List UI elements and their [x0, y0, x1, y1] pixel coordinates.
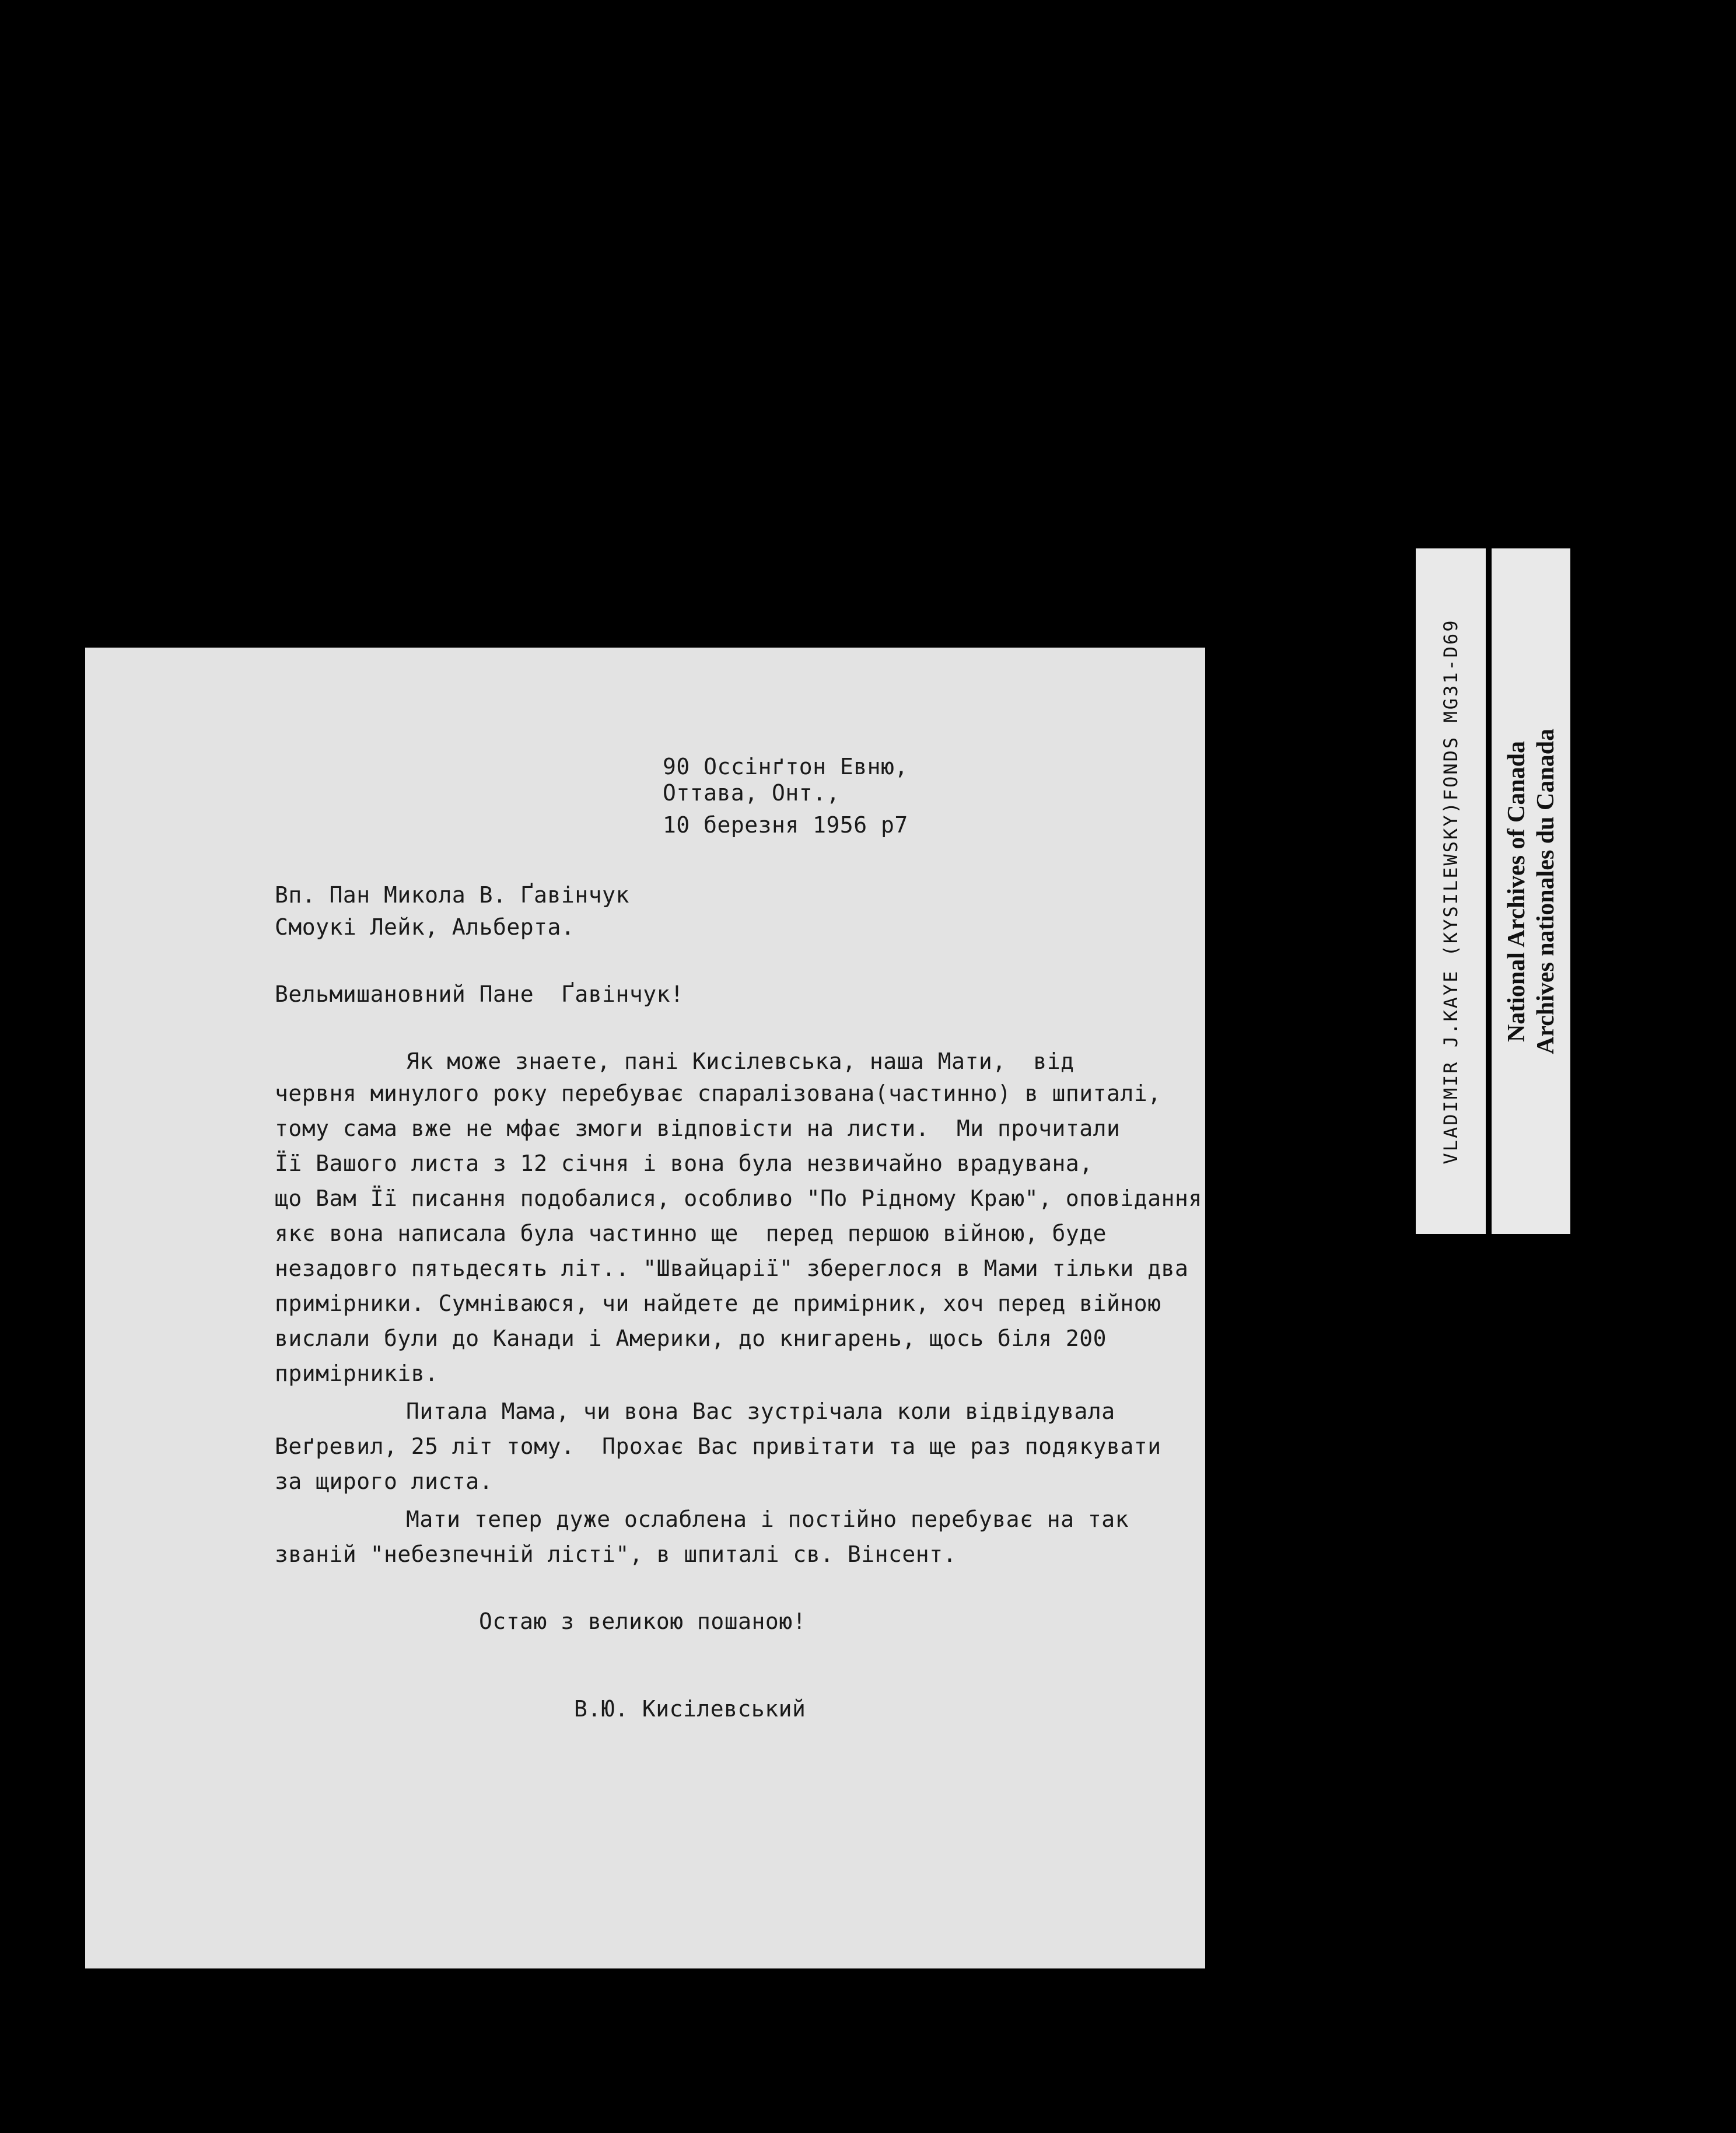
address-line: 90 Оссінґтон Евню, — [663, 754, 908, 779]
body-line: Веґревил, 25 літ тому. Прохає Вас привітати та ще раз подякувати — [275, 1433, 1161, 1459]
body-line: Її Вашого листа з 12 січня і вона була незвичайно врадувана, — [275, 1151, 1093, 1176]
body-line: за щирого листа. — [275, 1468, 494, 1494]
body-line: якє вона написала була частинно ще перед першою війною, буде — [275, 1221, 1107, 1246]
letter-page — [85, 648, 1205, 1968]
letter-date: 10 березня 1956 р7 — [663, 812, 908, 838]
archives-name-fr: Archives nationales du Canada — [1532, 728, 1559, 1054]
body-line: червня минулого року перебуває спаралізована(частинно) в шпиталі, — [275, 1081, 1161, 1106]
body-line: примірників. — [275, 1361, 439, 1386]
archives-label — [1492, 548, 1570, 1234]
closing: Остаю з великою пошаною! — [479, 1609, 807, 1634]
body-line: Питала Мама, чи вона Вас зустрічала коли відвідувала — [406, 1398, 1115, 1424]
recipient-location: Смоукі Лейк, Альберта. — [275, 914, 575, 940]
address-line: Оттава, Онт., — [663, 780, 840, 806]
recipient-name: Вп. Пан Микола В. Ґавінчук — [275, 882, 629, 908]
body-line: вислали були до Канади і Америки, до книгарень, щось біля 200 — [275, 1326, 1107, 1351]
body-line: званій "небезпечній лісті", в шпиталі св. Вінсент. — [275, 1541, 957, 1567]
body-line: Мати тепер дуже ослаблена і постійно перебуває на так — [406, 1506, 1129, 1532]
body-line: примірники. Сумніваюся, чи найдете де примірник, хоч перед війною — [275, 1291, 1161, 1316]
signature: В.Ю. Кисілевський — [574, 1696, 806, 1722]
fonds-label-text: VLADIMIR J.KAYE (KYSILEWSKY)FONDS MG31-D69 — [1440, 618, 1462, 1165]
fonds-label — [1416, 548, 1486, 1234]
archives-label-text — [1502, 728, 1560, 1054]
body-line: тому сама вже не мфає змоги відповісти на листи. Ми прочитали — [275, 1116, 1121, 1141]
salutation: Вельмишановний Пане Ґавінчук! — [275, 981, 684, 1007]
body-line: що Вам Її писання подобалися, особливо "По Рідному Краю", оповідання — [275, 1186, 1202, 1211]
body-line: незадовго пятьдесять літ.. "Швайцарії" збереглося в Мами тільки два — [275, 1256, 1189, 1281]
archives-name-en: National Archives of Canada — [1503, 740, 1530, 1042]
body-line: Як може знаете, пані Кисілевська, наша Мати, від — [406, 1048, 1074, 1074]
